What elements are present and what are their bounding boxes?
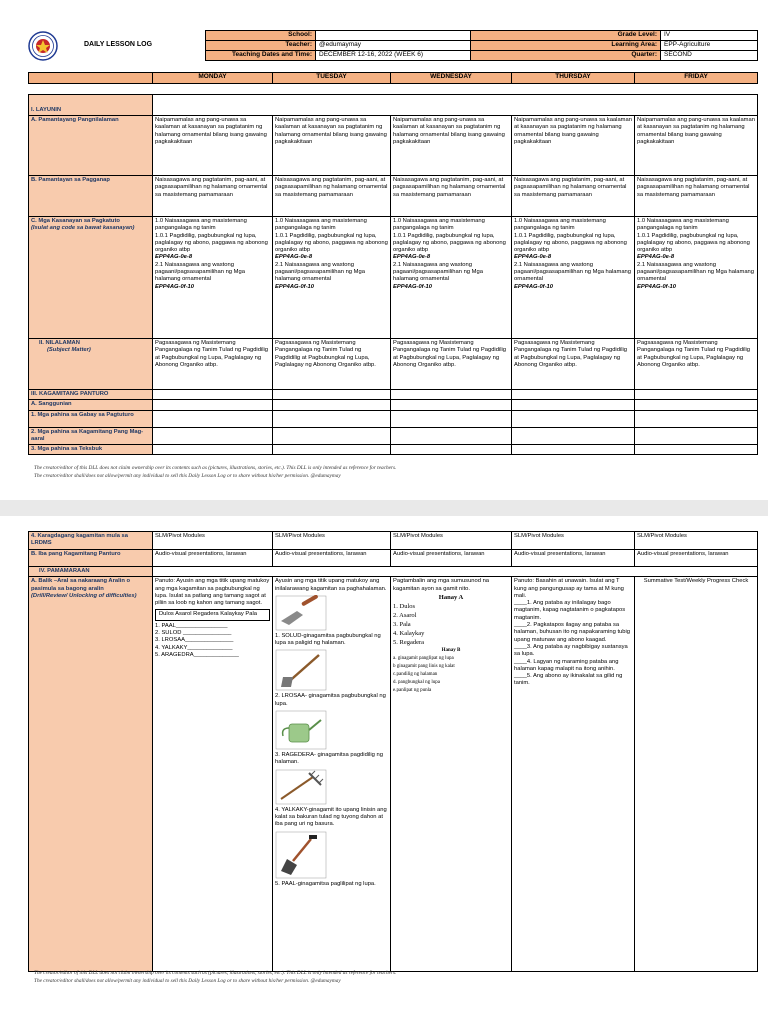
pagganap-fri: Naisasagawa ang pagtatanim, pag-aani, at pagsasapamilihan ng halamang ornamental sa masistemang pamamaraan [635,176,758,217]
kasanayan-code2: EPP4AG-0f-10 [393,283,432,290]
wed-instructions: Pagtambalin ang mga sumusunod na kagamitan ayon sa gamit nito. [393,578,490,592]
mon-item-4: 4. YALKAKY______________ [155,644,233,651]
kagamitan-tue [273,390,391,400]
kagamitan-label: III. KAGAMITANG PANTURO [29,390,153,400]
magaaral-thu [512,427,635,445]
gabay-thu [512,410,635,427]
rake-icon [275,769,327,805]
nilalaman-label: II. NILALAMAN [39,340,80,346]
gabay-mon [153,410,273,427]
kagamitan-fri [635,390,758,400]
sanggunian-label: A. Sanggunian [29,400,153,410]
watering-can-icon [275,710,327,750]
nilalaman-wed: Pagsasagawa ng Masistemang Pangangalaga ng Tanim Tulad ng Pagdidilig at Pagbubungkal ng Lupa, Paglalagay ng Abonong Organiko atbp. [391,339,512,390]
nilalaman-thu: Pagsasagawa ng Masistemang Pangangalaga ng Tanim Tulad ng Pagdidilig at Pagbubungkal ng Lupa, Paglalagay ng Abonong Organiko atbp. [512,339,635,390]
gabay-wed [391,410,512,427]
iba-tue: Audio-visual presentations, larawan [273,550,391,567]
mon-item-1: 1. PAAL________________ [155,622,228,629]
school-value [316,31,471,41]
kasanayan-1: 1.0 Naisasagawa ang masistemang pangangalaga ng tanim [155,218,247,232]
document-title: DAILY LESSON LOG [84,41,153,48]
pagganap-thu: Naisasagawa ang pagtatanim, pag-aani, at pagsasapamilihan ng halamang ornamental sa masistemang pamamaraan [512,176,635,217]
kasanayan-code1: EPP4AG-0e-8 [514,254,552,261]
mon-item-5: 5. ARAGEDRA______________ [155,651,239,658]
kasanayan-1: 1.0 Naisasagawa ang masistemang pangangalaga ng tanim [275,218,367,232]
thu-item-1: ____1. Ang pataba ay inilalagay bago magtanim, kapag nagtatanim o pagkatapos magtanim. [514,600,626,621]
lesson-table-continued [28,531,758,972]
magaaral-wed [391,427,512,445]
pagganap-mon: Naisasagawa ang pagtatanim, pag-aani, at pagsasapamilihan ng halamang ornamental sa masistemang pamamaraan [153,176,273,217]
mon-item-3: 3. LROSAA_______________ [155,637,234,644]
iba-thu: Audio-visual presentations, larawan [512,550,635,567]
thu-item-2: ____2. Pagkatapos ilagay ang pataba sa halaman, buhusan ito ng napakaraming tubig upang matunaw ang abono kaagad. [514,622,631,643]
teksbuk-wed [391,445,512,455]
pagganap-wed: Naisasagawa ang pagtatanim, pag-aani, at pagsasapamilihan ng halamang ornamental sa masistemang pamamaraan [391,176,512,217]
footer-line-2: The creator/editor shall/does not allow/permit any individual to sell this Daily Lesson Log or to share without his/her permission. @edumaymay [34,472,341,479]
wed-hanay-a: Hanay A [438,593,464,601]
thu-item-4: ____4. Lagyan ng maraming pataba ang halaman kapag malapit na itong anihin. [514,658,619,672]
balik-mon [153,577,273,972]
footer-disclaimer [34,465,396,480]
lrdms-wed: SLM/Pivot Modules [391,532,512,550]
teksbuk-tue [273,445,391,455]
footer-line-1: The creator/editor of this DLL does not claim ownership over its contents such as (pictures, illustrations, stories, etc.). This DLL is only intended as reference for teachers. [34,970,397,976]
balik-wed [391,577,512,972]
kasanayan-11: 1.0.1 Pagdidilig, pagbubungkal ng lupa, paglalagay ng abono, paggawa ng abonong organiko atbp [275,232,388,254]
pagganap-label: B. Pamantayan sa Pagganap [29,176,153,217]
tue-instructions: Ayusin ang mga titik upang matukoy ang inilalarawang kagamitan sa paghahalaman. [275,578,387,592]
nilalaman-label-cell [29,339,153,390]
lrdms-tue: SLM/Pivot Modules [273,532,391,550]
pangnilalaman-mon: Naipamamalas ang pang-unawa sa kaalaman at kasanayan sa pagtatanim ng halamang ornamental bilang isang gawaing pagkakakitaan [153,116,273,176]
teacher-value: @edumaymay [316,41,471,51]
balik-tue [273,577,391,972]
kasanayan-code1: EPP4AG-0e-8 [393,254,431,261]
grade-value: IV [661,31,758,41]
days-header-blank [29,73,153,84]
kasanayan-code1: EPP4AG-0e-8 [275,254,313,261]
kasanayan-1: 1.0 Naisasagawa ang masistemang pangangalaga ng tanim [514,218,606,232]
trowel-icon [275,595,327,631]
day-tuesday: TUESDAY [273,73,391,84]
wed-hanay-b: Hanay B [441,647,461,653]
sanggunian-mon [153,400,273,410]
iba-wed: Audio-visual presentations, larawan [391,550,512,567]
balik-label-cell [29,577,153,972]
kasanayan-1: 1.0 Naisasagawa ang masistemang pangangalaga ng tanim [637,218,729,232]
pangnilalaman-tue: Naipamamalas ang pang-unawa sa kaalaman at kasanayan sa pagtatanim ng halamang ornamental bilang isang gawaing pagkakakitaan [273,116,391,176]
day-friday: FRIDAY [635,73,758,84]
gabay-fri [635,410,758,427]
wed-b-d: d. pangbungkal ng lupa [393,679,440,685]
nilalaman-mon: Pagsasagawa ng Masistemang Pangangalaga ng Tanim Tulad ng Pagdidilig at Pagbubungkal ng Lupa, Paglalagay ng Abonong Organiko atbp. [153,339,273,390]
balik-thu [512,577,635,972]
kasanayan-mon [153,217,273,339]
nilalaman-tue: Pagsasagawa ng Masistemang Pangangalaga ng Tanim Tulad ng Pagdidilig at Pagbubungkal ng Lupa, Paglalagay ng Abonong Organiko atbp. [273,339,391,390]
magaaral-mon [153,427,273,445]
shovel-icon [275,831,327,879]
iba-mon: Audio-visual presentations, larawan [153,550,273,567]
quarter-value: SECOND [661,51,758,61]
iba-fri: Audio-visual presentations, larawan [635,550,758,567]
thu-item-3: ____3. Ang pataba ay nagbibigay sustansya sa lupa. [514,643,628,658]
day-thursday: THURSDAY [512,73,635,84]
layunin-label: I. LAYUNIN [29,95,153,116]
iba-label: B. Iba pang Kagamitang Panturo [29,550,153,567]
grade-label: Grade Level: [471,31,661,41]
sanggunian-wed [391,400,512,410]
layunin-blank [153,95,758,116]
kasanayan-code1: EPP4AG-0e-8 [155,254,193,261]
page-one [0,0,768,500]
lrdms-mon: SLM/Pivot Modules [153,532,273,550]
nilalaman-sub: (Subject Matter) [47,347,91,354]
pangnilalaman-wed: Naipamamalas ang pang-unawa sa kaalaman at kasanayan sa pagtatanim ng halamang ornamental bilang isang gawaing pagkakakitaan [391,116,512,176]
kasanayan-code2: EPP4AG-0f-10 [514,283,553,290]
kasanayan-label: C. Mga Kasanayan sa Pagkatuto [31,218,120,224]
kasanayan-21: 2.1 Naisasagawa ang wastong pagaani/pagsasapamilihan ng Mga halamang ornamental [637,261,754,283]
kagamitan-mon [153,390,273,400]
kasanayan-11: 1.0.1 Pagdidilig, pagbubungkal ng lupa, paglalagay ng abono, paggawa ng abonong organiko atbp [155,232,268,254]
sanggunian-fri [635,400,758,410]
thu-instructions: Panuto: Basahin at unawain. Isulat ang T kung ang pangungusap ay tama at M kung mali. [514,578,624,599]
day-wednesday: WEDNESDAY [391,73,512,84]
kasanayan-1: 1.0 Naisasagawa ang masistemang pangangalaga ng tanim [393,218,485,232]
page-two [0,516,768,1024]
kagamitan-thu [512,390,635,400]
balik-fri: Summative Test/Weekly Progress Check [635,577,758,972]
day-monday: MONDAY [153,73,273,84]
magaaral-label: 2. Mga pahina sa Kagamitang Pang Mag-aaral [29,427,153,445]
tue-item-4: 4. YALKAKY-ginagamit ito upang linisin ang kalat sa bakuran tulad ng tuyong dahon at iba pang uri ng basura. [275,806,387,828]
dates-label: Teaching Dates and Time: [206,51,316,61]
lrdms-thu: SLM/Pivot Modules [512,532,635,550]
learning-area-value: EPP-Agriculture [661,41,758,51]
dates-value: DECEMBER 12-16, 2022 (WEEK 6) [316,51,471,61]
teksbuk-fri [635,445,758,455]
learning-area-label: Learning Area: [471,41,661,51]
lrdms-label: 4. Karagdagang kagamitan mula sa LRDMS [29,532,153,550]
tue-item-3: 3. RAGEDERA- ginagamitsa pagdidilig ng halaman. [275,752,383,766]
pamamaraan-label: IV. PAMAMARAAN [29,567,153,577]
pamamaraan-blank [153,567,758,577]
wed-a-3: 3. Pala [393,620,411,628]
kasanayan-label-cell [29,217,153,339]
wed-a-2: 2. Asarol [393,611,417,619]
kasanayan-fri [635,217,758,339]
wed-a-5: 5. Regadera [393,638,425,646]
kasanayan-21: 2.1 Naisasagawa ang wastong pagaani/pagsasapamilihan ng Mga halamang ornamental [275,261,365,283]
kasanayan-11: 1.0.1 Pagdidilig, pagbubungkal ng lupa, paglalagay ng abono, paggawa ng abonong organiko atbp [637,232,750,254]
nilalaman-fri: Pagsasagawa ng Masistemang Pangangalaga ng Tanim Tulad ng Pagdidilig at Pagbubungkal ng Lupa, Paglalagay ng Abonong Organiko atbp. [635,339,758,390]
wed-a-1: 1. Dulos [393,602,416,610]
wed-b-b: b ginagamit pang linis ng kalat [393,663,455,669]
pangnilalaman-fri: Naipamamalas ang pang-unawa sa kaalaman at kasanayan sa pagtatanim ng halamang ornamental bilang isang gawaing pagkakakitaan [635,116,758,176]
balik-label: A. Balik –Aral sa nakaraang Aralin o pasimula sa bagong aralin [31,578,131,592]
teacher-label: Teacher: [206,41,316,51]
school-label: School: [206,31,316,41]
gabay-tue [273,410,391,427]
kasanayan-code1: EPP4AG-0e-8 [637,254,675,261]
kasanayan-code2: EPP4AG-0f-10 [637,283,676,290]
footer-line-1: The creator/editor of this DLL does not claim ownership over its contents such as (pictures, illustrations, stories, etc.). This DLL is only intended as reference for teachers. [34,465,397,471]
balik-sub: (Drill/Review/ Unlocking of difficulties) [31,592,137,599]
kasanayan-sub: (Isulat ang code sa bawat kasanayan) [31,225,135,232]
teksbuk-mon [153,445,273,455]
teksbuk-label: 3. Mga pahina sa Teksbuk [29,445,153,455]
magaaral-fri [635,427,758,445]
kasanayan-21: 2.1 Naisasagawa ang wastong pagaani/pagsasapamilihan ng Mga halamang ornamental [514,261,631,283]
footer-disclaimer-2 [34,970,396,985]
wed-b-e: e.panlipat ng punla [393,687,432,693]
kasanayan-11: 1.0.1 Pagdidilig, pagbubungkal ng lupa, paglalagay ng abono, paggawa ng abonong organiko atbp [514,232,627,254]
kasanayan-thu [512,217,635,339]
magaaral-tue [273,427,391,445]
tue-item-1: 1. SOLUD-ginagamitsa pagbubungkal ng lupa sa paligid ng halaman. [275,632,381,647]
gabay-label: 1. Mga pahina sa Gabay sa Pagtuturo [29,410,153,427]
kasanayan-wed [391,217,512,339]
kasanayan-code2: EPP4AG-0f-10 [155,283,194,290]
pangnilalaman-label: A. Pamantayang Pangnilalaman [29,116,153,176]
wed-b-c: c.pandilig ng halaman [393,671,438,677]
wed-b-a: a. ginagamit panglipat ng lupa [393,655,454,661]
sanggunian-thu [512,400,635,410]
kasanayan-21: 2.1 Naisasagawa ang wastong pagaani/pagsasapamilihan ng Mga halamang ornamental [155,261,245,283]
wed-a-4: 4. Kalaykay [393,629,425,637]
kasanayan-tue [273,217,391,339]
hoe-icon [275,649,327,691]
lesson-table [28,94,758,455]
kasanayan-code2: EPP4AG-0f-10 [275,283,314,290]
mon-item-2: 2. SULOD _______________ [155,630,232,637]
lrdms-fri: SLM/Pivot Modules [635,532,758,550]
tue-item-2: 2. LROSAA- ginagamitsa pagbubungkal ng lupa. [275,693,386,707]
quarter-label: Quarter: [471,51,661,61]
footer-line-2: The creator/editor shall/does not allow/permit any individual to sell this Daily Lesson Log or to share without his/her permission. @edumaymay [34,977,341,984]
days-header [28,72,758,84]
sanggunian-tue [273,400,391,410]
mon-instructions: Panuto: Ayusin ang mga titik upang matukoy ang mga kagamitan sa pagbubungkal ng lupa. Isulat sa patlang ang tamang sagot at piliin sa loob ng kahon ang tamang sagot. [155,578,270,607]
tue-item-5: 5. PAAL-ginagamitsa paglilipat ng lupa. [275,880,376,887]
deped-seal-icon [28,31,58,61]
header-info-table [205,30,758,61]
pagganap-tue: Naisasagawa ang pagtatanim, pag-aani, at pagsasapamilihan ng halamang ornamental sa masistemang pamamaraan [273,176,391,217]
mon-word-box: Dulos Asarol Regadera Kalaykay Pala [155,609,270,620]
teksbuk-thu [512,445,635,455]
thu-item-5: ____5. Ang abono ay ikinakalat sa gilid ng tanim. [514,673,623,687]
pangnilalaman-thu: Naipamamalas ang pang-unawa sa kaalaman at kasanayan sa pagtatanim ng halamang ornamental bilang isang gawaing pagkakakitaan [512,116,635,176]
kasanayan-21: 2.1 Naisasagawa ang wastong pagaani/pagsasapamilihan ng Mga halamang ornamental [393,261,483,283]
kasanayan-11: 1.0.1 Pagdidilig, pagbubungkal ng lupa, paglalagay ng abono, paggawa ng abonong organiko atbp [393,232,506,254]
kagamitan-wed [391,390,512,400]
